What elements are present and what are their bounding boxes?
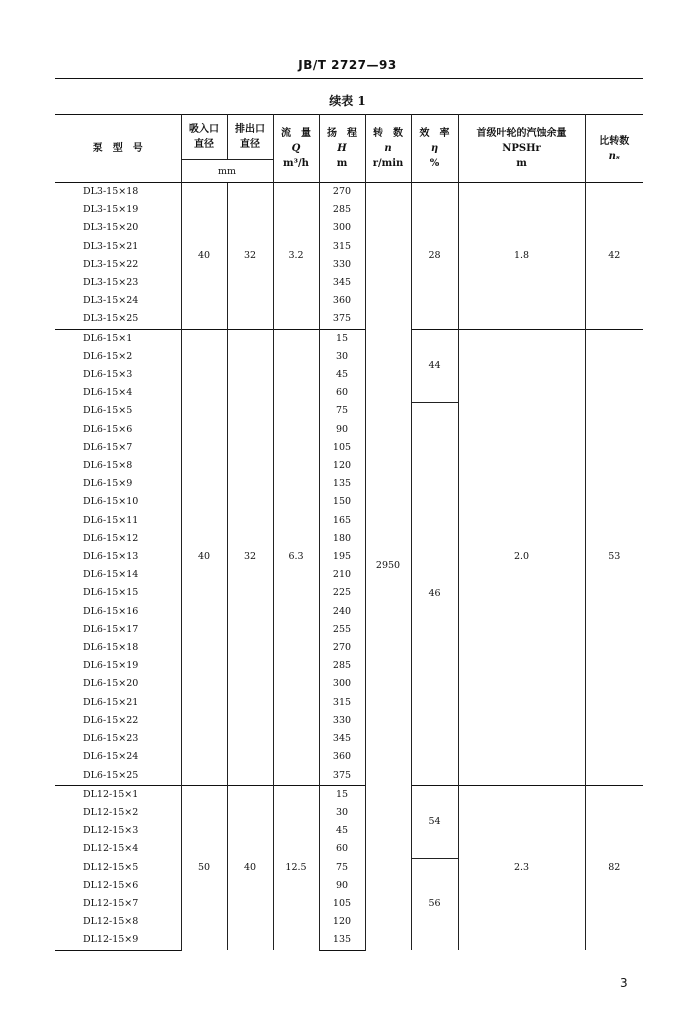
model-cell: DL12-15×4 — [55, 840, 181, 858]
model-cell: DL3-15×24 — [55, 292, 181, 310]
head-cell: 210 — [319, 566, 365, 584]
model-cell: DL6-15×11 — [55, 512, 181, 530]
header-rule — [55, 78, 643, 79]
diameter-unit: mm — [181, 160, 273, 183]
head-cell: 195 — [319, 548, 365, 566]
document-header: JB/T 2727—93 — [298, 58, 397, 72]
head-cell: 120 — [319, 457, 365, 475]
table-row — [55, 785, 643, 804]
head-cell: 240 — [319, 603, 365, 621]
efficiency-cell: 46 — [411, 402, 458, 785]
speed-symbol: n — [384, 143, 392, 154]
model-cell: DL6-15×2 — [55, 348, 181, 366]
table-row — [55, 183, 643, 202]
model-cell: DL6-15×20 — [55, 675, 181, 693]
npsh-cell: 1.8 — [458, 183, 585, 330]
head-cell: 345 — [319, 274, 365, 292]
head-cell: 255 — [319, 621, 365, 639]
head-cell: 300 — [319, 675, 365, 693]
eff-label: 效 率 — [419, 128, 450, 139]
head-cell: 135 — [319, 475, 365, 493]
efficiency-cell: 44 — [411, 329, 458, 402]
outlet-label-1: 排出口 — [235, 124, 265, 135]
outlet-cell: 32 — [227, 329, 273, 785]
head-cell: 30 — [319, 804, 365, 822]
npsh-cell: 2.3 — [458, 785, 585, 950]
model-cell: DL3-15×18 — [55, 183, 181, 202]
inlet-label-1: 吸入口 — [189, 124, 219, 135]
model-cell: DL6-15×7 — [55, 439, 181, 457]
inlet-cell: 40 — [181, 183, 227, 330]
head-cell: 375 — [319, 767, 365, 786]
inlet-cell: 50 — [181, 785, 227, 950]
head-cell: 15 — [319, 785, 365, 804]
head-cell: 60 — [319, 384, 365, 402]
head-cell: 30 — [319, 348, 365, 366]
npsh-symbol: NPSHr — [502, 143, 541, 154]
col-model-header: 泵 型 号 — [55, 115, 181, 183]
col-npsh-header — [458, 115, 585, 183]
model-cell: DL12-15×9 — [55, 931, 181, 950]
model-cell: DL12-15×5 — [55, 859, 181, 877]
efficiency-cell: 54 — [411, 785, 458, 858]
head-unit: m — [336, 158, 348, 169]
npsh-cell: 2.0 — [458, 329, 585, 785]
outlet-cell: 40 — [227, 785, 273, 950]
efficiency-cell: 56 — [411, 859, 458, 951]
col-head-header — [319, 115, 365, 183]
head-cell: 345 — [319, 730, 365, 748]
col-outlet-header — [227, 115, 273, 160]
model-cell: DL3-15×22 — [55, 256, 181, 274]
model-cell: DL6-15×13 — [55, 548, 181, 566]
eff-unit: % — [429, 158, 440, 169]
head-cell: 330 — [319, 256, 365, 274]
flow-label: 流 量 — [281, 128, 311, 139]
head-cell: 285 — [319, 201, 365, 219]
model-cell: DL6-15×17 — [55, 621, 181, 639]
model-cell: DL6-15×14 — [55, 566, 181, 584]
model-cell: DL6-15×5 — [55, 402, 181, 420]
page-number: 3 — [620, 976, 628, 990]
inlet-cell: 40 — [181, 329, 227, 785]
pump-spec-table — [55, 114, 643, 951]
model-cell: DL6-15×22 — [55, 712, 181, 730]
model-cell: DL6-15×18 — [55, 639, 181, 657]
outlet-cell: 32 — [227, 183, 273, 330]
inlet-label-2: 直径 — [194, 139, 214, 150]
head-cell: 90 — [319, 421, 365, 439]
model-cell: DL6-15×25 — [55, 767, 181, 786]
model-cell: DL6-15×8 — [55, 457, 181, 475]
col-flow-header — [273, 115, 319, 183]
col-inlet-header — [181, 115, 227, 160]
speed-unit: r/min — [372, 158, 404, 169]
head-cell: 90 — [319, 877, 365, 895]
model-cell: DL3-15×21 — [55, 238, 181, 256]
model-cell: DL6-15×16 — [55, 603, 181, 621]
table-body — [55, 183, 643, 951]
table-title: 续表 1 — [329, 94, 366, 108]
specific-speed-cell: 53 — [585, 329, 643, 785]
head-cell: 270 — [319, 639, 365, 657]
col-speed-header — [365, 115, 411, 183]
flow-unit: m³/h — [283, 158, 309, 169]
ns-label: 比转数 — [599, 135, 630, 147]
specific-speed-cell: 82 — [585, 785, 643, 950]
head-cell: 315 — [319, 238, 365, 256]
model-cell: DL6-15×3 — [55, 366, 181, 384]
table-row — [55, 329, 643, 348]
head-cell: 225 — [319, 584, 365, 602]
model-cell: DL6-15×23 — [55, 730, 181, 748]
model-cell: DL6-15×12 — [55, 530, 181, 548]
outlet-label-2: 直径 — [240, 139, 260, 150]
model-cell: DL6-15×1 — [55, 329, 181, 348]
head-cell: 105 — [319, 895, 365, 913]
model-cell: DL6-15×24 — [55, 748, 181, 766]
model-cell: DL3-15×25 — [55, 310, 181, 329]
head-cell: 375 — [319, 310, 365, 329]
model-cell: DL6-15×10 — [55, 493, 181, 511]
head-cell: 45 — [319, 822, 365, 840]
head-cell: 165 — [319, 512, 365, 530]
model-cell: DL6-15×15 — [55, 584, 181, 602]
head-cell: 105 — [319, 439, 365, 457]
head-cell: 150 — [319, 493, 365, 511]
head-cell: 45 — [319, 366, 365, 384]
head-cell: 180 — [319, 530, 365, 548]
model-cell: DL3-15×19 — [55, 201, 181, 219]
flow-cell: 3.2 — [273, 183, 319, 330]
head-cell: 360 — [319, 292, 365, 310]
model-cell: DL6-15×21 — [55, 694, 181, 712]
head-cell: 135 — [319, 931, 365, 950]
head-cell: 75 — [319, 402, 365, 420]
head-cell: 270 — [319, 183, 365, 202]
model-cell: DL6-15×19 — [55, 657, 181, 675]
head-cell: 75 — [319, 859, 365, 877]
model-cell: DL12-15×3 — [55, 822, 181, 840]
head-symbol: H — [337, 143, 347, 154]
head-cell: 300 — [319, 219, 365, 237]
specific-speed-cell: 42 — [585, 183, 643, 330]
flow-cell: 6.3 — [273, 329, 319, 785]
col-ns-header — [585, 115, 643, 183]
ns-symbol: nₛ — [608, 150, 620, 162]
speed-cell: 2950 — [365, 183, 411, 951]
col-eff-header — [411, 115, 458, 183]
model-cell: DL12-15×6 — [55, 877, 181, 895]
model-cell: DL12-15×1 — [55, 785, 181, 804]
model-cell: DL12-15×2 — [55, 804, 181, 822]
model-cell: DL6-15×6 — [55, 421, 181, 439]
model-cell: DL12-15×7 — [55, 895, 181, 913]
npsh-unit: m — [516, 158, 527, 169]
flow-cell: 12.5 — [273, 785, 319, 950]
head-label: 扬 程 — [327, 128, 357, 139]
head-cell: 315 — [319, 694, 365, 712]
head-cell: 60 — [319, 840, 365, 858]
head-cell: 360 — [319, 748, 365, 766]
head-cell: 15 — [319, 329, 365, 348]
model-cell: DL3-15×23 — [55, 274, 181, 292]
eff-symbol: η — [430, 143, 439, 154]
flow-symbol: Q — [291, 143, 301, 154]
model-cell: DL6-15×9 — [55, 475, 181, 493]
head-cell: 120 — [319, 913, 365, 931]
speed-label: 转 数 — [373, 128, 403, 139]
model-cell: DL12-15×8 — [55, 913, 181, 931]
head-cell: 285 — [319, 657, 365, 675]
efficiency-cell: 28 — [411, 183, 458, 330]
npsh-label: 首级叶轮的汽蚀余量 — [476, 128, 567, 139]
model-cell: DL6-15×4 — [55, 384, 181, 402]
head-cell: 330 — [319, 712, 365, 730]
model-cell: DL3-15×20 — [55, 219, 181, 237]
